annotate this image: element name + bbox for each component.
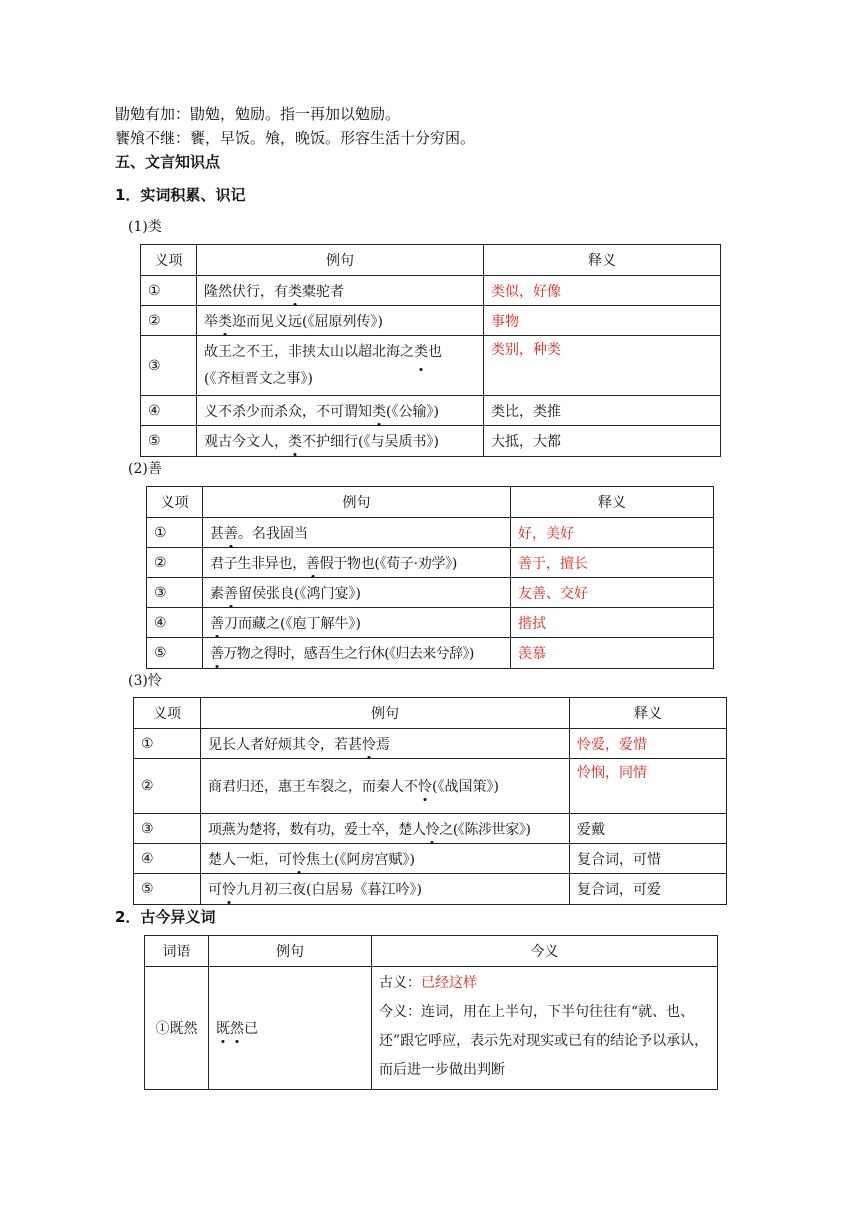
gujin-table: [144, 935, 718, 1090]
table-header-row: [147, 487, 714, 518]
example-sentence: 善万物之得时，感吾生之行休(《归去来兮辞》): [203, 638, 511, 669]
table-label-shan: (2)善: [128, 461, 162, 477]
table-row: [147, 518, 714, 548]
item-number: ④: [147, 608, 203, 638]
emphasis-char: 善: [306, 553, 320, 573]
intro-line-1: 勖勉有加：勖勉，勉励。指一再加以勉励。: [115, 105, 401, 123]
example-sentence: 义不杀少而杀众，不可谓知类(《公输》): [197, 396, 484, 426]
meaning: 揩拭: [511, 608, 714, 638]
table-row: [134, 874, 727, 905]
meaning: 类比，类推: [484, 396, 721, 426]
item-number: ②: [134, 759, 201, 814]
meaning: 怜爱，爱惜: [570, 729, 727, 759]
item-number: ⑤: [134, 874, 201, 905]
example-sentence: 善刀而藏之(《庖丁解牛》): [203, 608, 511, 638]
example-sentence: 故王之不王，非挟太山以超北海之类也 (《齐桓晋文之事》): [197, 336, 484, 396]
emphasis-char: 然: [230, 1018, 244, 1038]
table-header-row: [145, 936, 718, 967]
meaning: 大抵，大都: [484, 426, 721, 457]
emphasis-char: 既: [216, 1018, 230, 1038]
table-label-lei: (1)类: [128, 219, 162, 235]
modern-meaning: 今义：连词，用在上半句，下半句往往有“就、也、还”跟它呼应，表示先对现实或已有的结论予以承认，而后进一步做出判断: [379, 1004, 709, 1078]
header-cell: 释义: [570, 698, 727, 729]
emphasis-char: 类: [414, 339, 428, 366]
example-sentence: 素善留侯张良(《鸿门宴》): [203, 578, 511, 608]
meaning: 好，美好: [511, 518, 714, 548]
meaning: 复合词，可惜: [570, 844, 727, 874]
subsection-heading-1: 1．实词积累、识记: [115, 186, 246, 204]
table-row: [147, 578, 714, 608]
lian-table: [133, 697, 727, 905]
header-cell: 例句: [201, 698, 570, 729]
emphasis-char: 善: [210, 643, 223, 663]
meaning: 复合词，可爱: [570, 874, 727, 905]
table-row: [134, 729, 727, 759]
item-number: ①: [141, 276, 197, 306]
table-row: [141, 336, 721, 396]
meaning-cell: [372, 967, 718, 1090]
meaning: 友善、交好: [511, 578, 714, 608]
header-cell: 释义: [511, 487, 714, 518]
header-cell: 义项: [134, 698, 201, 729]
table-row: [134, 759, 727, 814]
header-cell: 词语: [145, 936, 209, 967]
emphasis-char: 怜: [426, 819, 440, 839]
header-cell: 今义: [372, 936, 718, 967]
item-number: ③: [147, 578, 203, 608]
meaning: 事物: [484, 306, 721, 336]
table-row: [141, 426, 721, 457]
item-number: ④: [134, 844, 201, 874]
example-sentence: 观古今文人，类不护细行(《与吴质书》): [197, 426, 484, 457]
table-header-row: [134, 698, 727, 729]
table-row: [134, 844, 727, 874]
meaning: 怜悯，同情: [570, 759, 727, 814]
emphasis-char: 类: [288, 281, 302, 301]
lei-table: [140, 244, 721, 457]
example-sentence: 君子生非异也，善假于物也(《荀子·劝学》): [203, 548, 511, 578]
meaning: 类别，种类: [484, 336, 721, 396]
item-number: ⑤: [141, 426, 197, 457]
example-sentence: 商君归还，惠王车裂之，而秦人不怜(《战国策》): [201, 759, 570, 814]
table-row: [134, 814, 727, 844]
emphasis-char: 怜: [418, 776, 432, 796]
emphasis-char: 类: [372, 401, 386, 421]
header-cell: 义项: [141, 245, 197, 276]
emphasis-char: 类: [218, 311, 232, 331]
meaning: 类似，好像: [484, 276, 721, 306]
table-row: [147, 548, 714, 578]
header-cell: 义项: [147, 487, 203, 518]
example-sentence: 见长人者好烦其令，若甚怜焉: [201, 729, 570, 759]
item-number: ③: [141, 336, 197, 396]
item-number: ④: [141, 396, 197, 426]
item-number: ①: [134, 729, 201, 759]
table-row: [141, 276, 721, 306]
table-label-lian: (3)怜: [128, 673, 162, 689]
table-row: [147, 638, 714, 669]
item-number: ②: [141, 306, 197, 336]
example-sentence: 既然已: [209, 967, 372, 1090]
ancient-meaning: 古义：已经这样: [379, 975, 477, 991]
example-sentence: 举类迩而见义远(《屈原列传》): [197, 306, 484, 336]
header-cell: 例句: [203, 487, 511, 518]
emphasis-char: 怜: [222, 879, 236, 899]
example-sentence: 甚善。名我固当: [203, 518, 511, 548]
example-sentence: 隆然伏行，有类橐驼者: [197, 276, 484, 306]
subsection-heading-2: 2．古今异义词: [115, 908, 216, 926]
emphasis-char: 善: [224, 523, 238, 543]
emphasis-char: 善: [224, 583, 238, 603]
shan-table: [146, 486, 714, 669]
header-cell: 释义: [484, 245, 721, 276]
meaning: 羡慕: [511, 638, 714, 669]
emphasis-char: 怜: [292, 849, 306, 869]
table-row: [141, 396, 721, 426]
emphasis-char: 类: [288, 431, 302, 451]
meaning: 爱戴: [570, 814, 727, 844]
header-cell: 例句: [209, 936, 372, 967]
table-row: [141, 306, 721, 336]
item-number: ①: [147, 518, 203, 548]
section-heading: 五、文言知识点: [115, 153, 221, 171]
table-row: [145, 967, 718, 1090]
header-cell: 例句: [197, 245, 484, 276]
item-number: ⑤: [147, 638, 203, 669]
table-row: [147, 608, 714, 638]
meaning: 善于，擅长: [511, 548, 714, 578]
example-sentence: 可怜九月初三夜(白居易《暮江吟》): [201, 874, 570, 905]
item-number: ②: [147, 548, 203, 578]
example-sentence: 项燕为楚将，数有功，爱士卒，楚人怜之(《陈涉世家》): [201, 814, 570, 844]
example-sentence: 楚人一炬，可怜焦土(《阿房宫赋》): [201, 844, 570, 874]
emphasis-char: 怜: [362, 734, 376, 754]
emphasis-char: 善: [210, 613, 224, 633]
intro-line-2: 饔飧不继：饔，早饭。飧，晚饭。形容生活十分穷困。: [115, 129, 476, 147]
item-number: ③: [134, 814, 201, 844]
word-cell: ①既然: [145, 967, 209, 1090]
table-header-row: [141, 245, 721, 276]
